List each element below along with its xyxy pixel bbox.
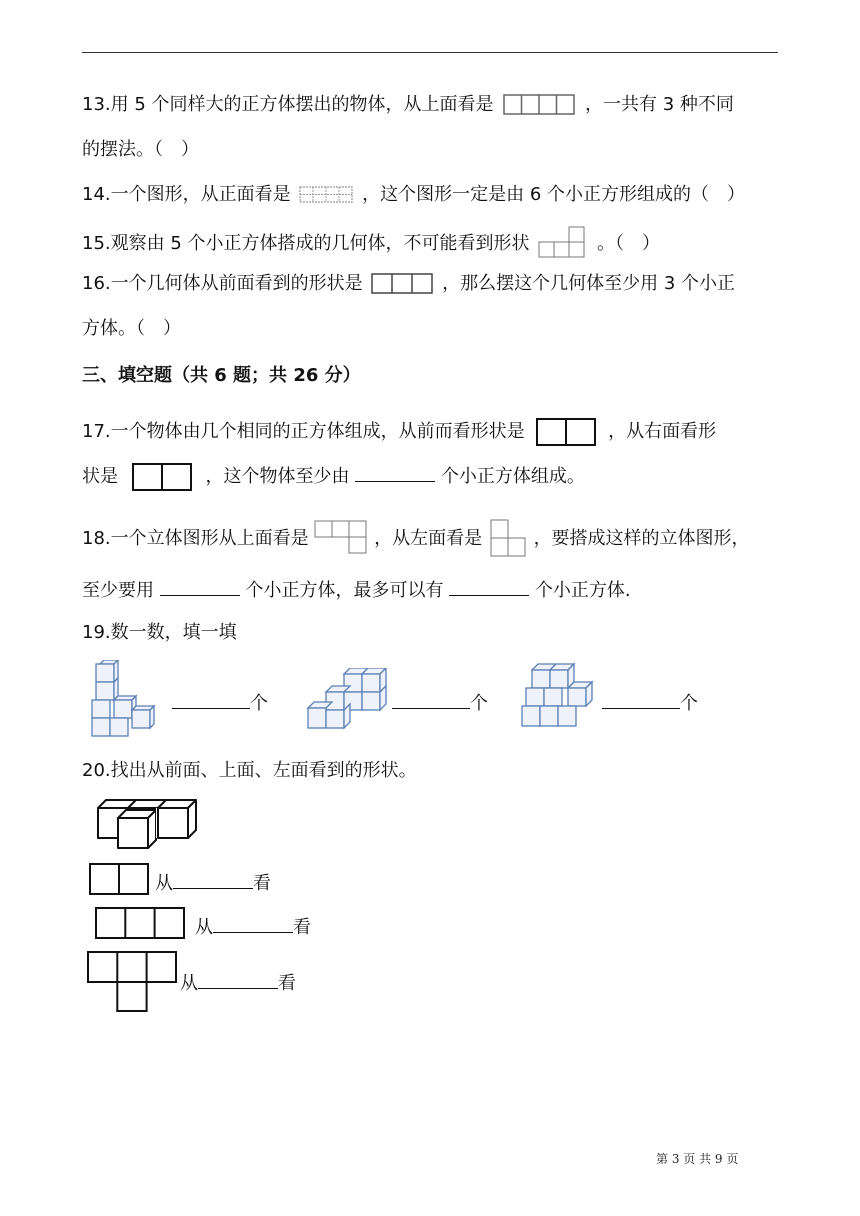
question-18-text-c: ，要搭成这样的立体图形， <box>533 528 750 549</box>
question-13-text-cont: ，一共有 3 种不同 <box>585 94 734 115</box>
q19-answer-blank-3[interactable] <box>602 688 680 709</box>
question-17-text-2b: ，这个物体至少由 <box>205 466 350 487</box>
question-13-line2: 的摆法。（ ） <box>82 139 199 160</box>
question-15-text-cont: 。（ ） <box>597 233 660 254</box>
q19-answer-blank-2[interactable] <box>392 688 470 709</box>
question-17-line2 <box>82 461 585 493</box>
question-17-line1 <box>82 416 716 448</box>
header-rule <box>82 52 778 53</box>
q17-front-view-figure <box>534 416 598 448</box>
question-16-text: 16.一个几何体从前面看到的形状是 <box>82 273 363 294</box>
q18-left-view-figure <box>488 518 528 558</box>
q15-shape-figure <box>537 225 589 259</box>
q19-answer-row-1 <box>172 688 268 717</box>
question-18-text-2c: 个小正方体. <box>534 580 631 601</box>
q19-answer-blank-1[interactable] <box>172 688 250 709</box>
question-18-line1 <box>82 518 750 558</box>
question-13-text: 13.用 5 个同样大的正方体摆出的物体，从上面看是 <box>82 94 494 115</box>
q20-answer-blank-2[interactable] <box>213 912 293 933</box>
q13-top-view-figure <box>503 93 575 117</box>
q20-answer-row-3 <box>180 968 296 997</box>
question-16-line2: 方体。（ ） <box>82 318 181 339</box>
question-18-text: 18.一个立体图形从上面看是 <box>82 528 309 549</box>
question-17-text-2: 状是 <box>82 466 118 487</box>
q19-cube-figure-1 <box>88 660 168 740</box>
q17-right-view-figure <box>130 461 194 493</box>
q14-front-view-figure <box>298 184 354 206</box>
q20-view-shape-1 <box>88 862 152 896</box>
page-footer: 第 3 页 共 9 页 <box>656 1152 739 1166</box>
q20-look-1: 看 <box>253 873 271 894</box>
question-18-text-b: ，从左面看是 <box>374 528 483 549</box>
q19-unit-2: 个 <box>470 693 488 714</box>
q20-answer-blank-1[interactable] <box>173 868 253 889</box>
q19-answer-row-2 <box>392 688 488 717</box>
question-17-text: 17.一个物体由几个相同的正方体组成，从前而看形状是 <box>82 421 525 442</box>
q16-front-view-figure <box>370 272 434 296</box>
q19-unit-3: 个 <box>680 693 698 714</box>
question-14-text: 14.一个图形，从正面看是 <box>82 184 291 205</box>
q19-cube-figure-2 <box>306 668 390 736</box>
q20-from-2: 从 <box>195 917 213 938</box>
q18-max-answer-blank[interactable] <box>449 575 529 596</box>
question-15 <box>82 225 660 259</box>
question-16-text-cont: ，那么摆这个几何体至少用 3 个小正 <box>442 273 735 294</box>
q20-answer-row-1 <box>155 868 271 897</box>
q17-answer-blank[interactable] <box>355 461 435 482</box>
section-3-heading: 三、填空题（共 6 题；共 26 分） <box>82 365 361 386</box>
question-14 <box>82 182 745 208</box>
q19-cube-figure-3 <box>518 662 602 732</box>
question-19-title: 19.数一数，填一填 <box>82 622 237 643</box>
q18-top-view-figure <box>314 520 368 556</box>
q20-from-1: 从 <box>155 873 173 894</box>
question-17-text-cont: ，从右面看形 <box>608 421 717 442</box>
question-18-text-2b: 个小正方体，最多可以有 <box>245 580 444 601</box>
question-18-text-2a: 至少要用 <box>82 580 154 601</box>
question-16-line1 <box>82 271 735 297</box>
q20-from-3: 从 <box>180 973 198 994</box>
q20-look-3: 看 <box>278 973 296 994</box>
q20-view-shape-2 <box>94 906 188 940</box>
question-15-text: 15.观察由 5 个小正方体搭成的几何体，不可能看到形状 <box>82 233 530 254</box>
question-20-title: 20.找出从前面、上面、左面看到的形状。 <box>82 760 417 781</box>
question-14-text-cont: ，这个图形一定是由 6 个小正方形组成的（ ） <box>362 184 745 205</box>
question-13-line1 <box>82 92 734 118</box>
q20-solid-figure <box>92 796 202 852</box>
question-17-text-2c: 个小正方体组成。 <box>440 466 585 487</box>
q20-answer-row-2 <box>195 912 311 941</box>
q19-unit-1: 个 <box>250 693 268 714</box>
q20-answer-blank-3[interactable] <box>198 968 278 989</box>
q20-look-2: 看 <box>293 917 311 938</box>
q20-view-shape-3 <box>86 950 180 1014</box>
q19-answer-row-3 <box>602 688 698 717</box>
question-18-line2 <box>82 575 631 604</box>
q18-min-answer-blank[interactable] <box>160 575 240 596</box>
